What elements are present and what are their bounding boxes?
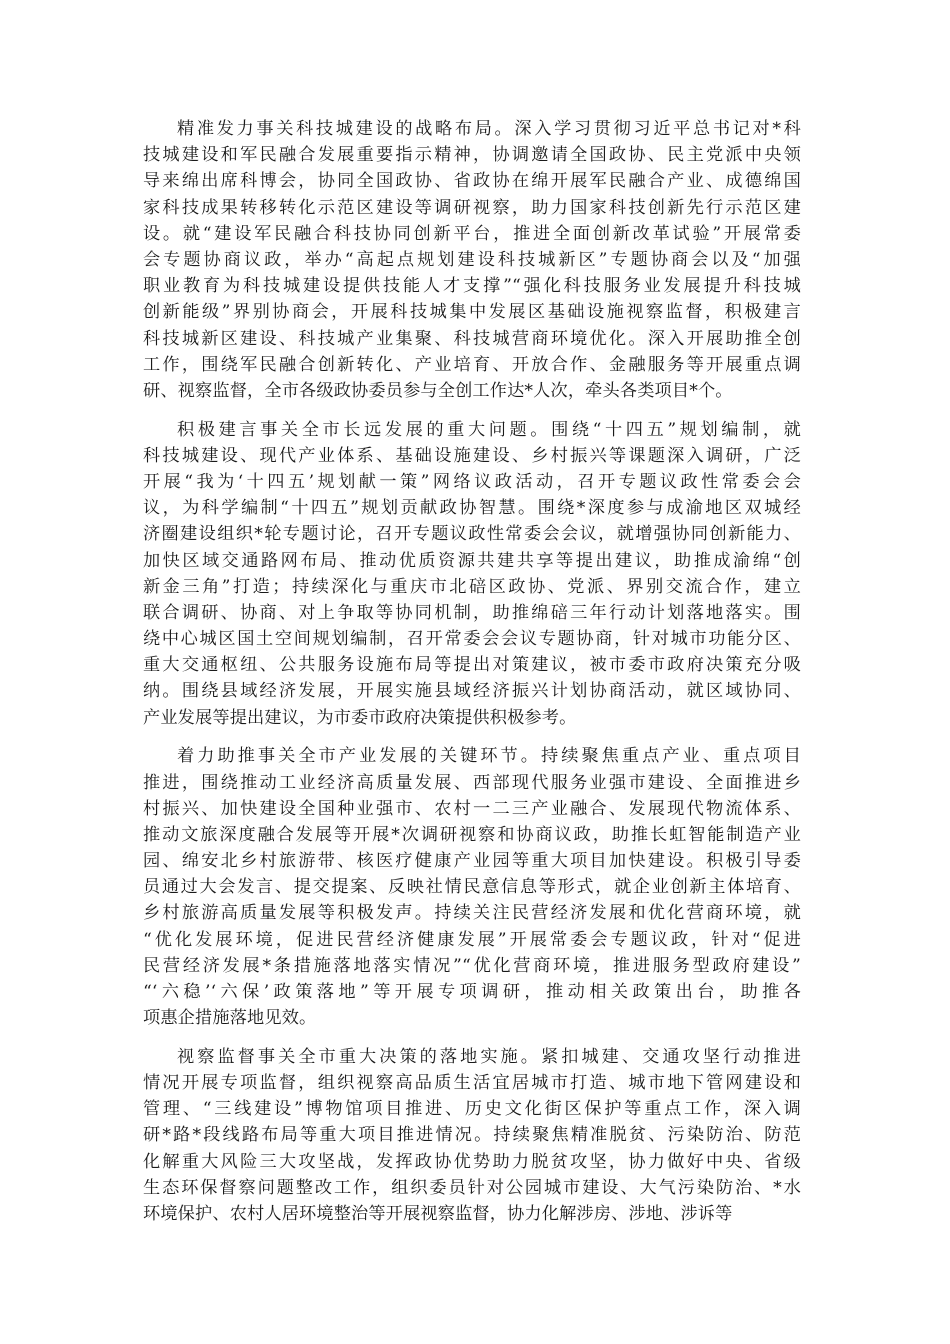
paragraph-line: 生态环保督察问题整改工作，组织委员针对公园城市建设、大气污染防治、*水 [143, 1177, 801, 1198]
paragraph-line: “优化发展环境，促进民营经济健康发展”开展常委会专题议政，针对“促进 [143, 929, 801, 950]
paragraph-line: 村振兴、加快建设全国种业强市、农村一二三产业融合、发展现代物流体系、 [143, 798, 801, 819]
paragraph-line: 纳。围绕县域经济发展，开展实施县域经济振兴计划协商活动，就区域协同、 [143, 681, 801, 702]
paragraph-line: 推动文旅深度融合发展等开展*次调研视察和协商议政，助推长虹智能制造产业 [143, 824, 801, 845]
paragraph-line: 积极建言事关全市长远发展的重大问题。围绕“十四五”规划编制，就 [177, 419, 801, 440]
paragraph-line: 科技城新区建设、科技城产业集聚、科技城营商环境优化。深入开展助推全创 [143, 328, 801, 349]
paragraph-line: 导来绵出席科博会，协同全国政协、省政协在绵开展军民融合产业、成德绵国 [143, 171, 801, 192]
paragraph-line: 技城建设和军民融合发展重要指示精神，协调邀请全国政协、民主党派中央领 [143, 145, 801, 166]
paragraph-line: 精准发力事关科技城建设的战略布局。深入学习贯彻习近平总书记对*科 [177, 119, 801, 139]
paragraph-line: 环境保护、农村人居环境整治等开展视察监督，协力化解涉房、涉地、涉诉等 [143, 1204, 733, 1224]
paragraph-line: 推进，围绕推动工业经济高质量发展、西部现代服务业强市建设、全面推进乡 [143, 772, 801, 793]
paragraph-line: 职业教育为科技城建设提供技能人才支撑”“强化科技服务业发展提升科技城 [143, 276, 801, 297]
paragraph-4 [143, 1044, 801, 1227]
paragraph-line: 园、绵安北乡村旅游带、核医疗健康产业园等重大项目加快建设。积极引导委 [143, 851, 801, 872]
paragraph-line: 产业发展等提出建议，为市委市政府决策提供积极参考。 [143, 707, 577, 728]
paragraph-line: 会专题协商议政，举办“高起点规划建设科技城新区”专题协商会以及“加强 [143, 249, 801, 270]
paragraph-2 [143, 417, 801, 731]
paragraph-3 [143, 743, 801, 1031]
paragraph-line: 新金三角”打造；持续深化与重庆市北碚区政协、党派、界别交流合作，建立 [143, 576, 801, 597]
paragraph-line: 研、视察监督，全市各级政协委员参与全创工作达*人次，牵头各类项目*个。 [143, 380, 733, 401]
paragraph-line: 着力助推事关全市产业发展的关键环节。持续聚焦重点产业、重点项目 [177, 746, 801, 767]
paragraph-1 [143, 116, 801, 404]
paragraph-line: 重大交通枢纽、公共服务设施布局等提出对策建议，被市委市政府决策充分吸 [143, 655, 801, 676]
paragraph-line: “‘六稳’‘六保’政策落地”等开展专项调研，推动相关政策出台，助推各 [143, 982, 801, 1002]
paragraph-line: 化解重大风险三大攻坚战，发挥政协优势助力脱贫攻坚，协力做好中央、省级 [143, 1151, 801, 1172]
paragraph-line: 民营经济发展*条措施落地落实情况”“优化营商环境，推进服务型政府建设” [143, 955, 801, 976]
paragraph-line: 视察监督事关全市重大决策的落地实施。紧扣城建、交通攻坚行动推进 [177, 1046, 801, 1067]
paragraph-line: 绕中心城区国土空间规划编制，召开常委会会议专题协商，针对城市功能分区、 [143, 629, 801, 650]
paragraph-line: 济圈建设组织*轮专题讨论，召开专题议政性常委会会议，就增强协同创新能力、 [143, 524, 801, 545]
document-body [143, 116, 801, 1240]
paragraph-line: 开展“我为‘十四五’规划献一策”网络议政活动，召开专题议政性常委会会 [143, 471, 801, 492]
paragraph-line: 管理、“三线建设”博物馆项目推进、历史文化街区保护等重点工作，深入调 [143, 1099, 801, 1120]
paragraph-line: 创新能级”界别协商会，开展科技城集中发展区基础设施视察监督，积极建言 [143, 302, 801, 323]
paragraph-line: 项惠企措施落地见效。 [143, 1008, 317, 1029]
paragraph-line: 情况开展专项监督，组织视察高品质生活宜居城市打造、城市地下管网建设和 [143, 1073, 801, 1094]
paragraph-line: 乡村旅游高质量发展等积极发声。持续关注民营经济发展和优化营商环境，就 [143, 903, 801, 924]
paragraph-line: 研*路*段线路布局等重大项目推进情况。持续聚焦精准脱贫、污染防治、防范 [143, 1125, 801, 1146]
paragraph-line: 家科技成果转移转化示范区建设等调研视察，助力国家科技创新先行示范区建 [143, 197, 801, 218]
paragraph-line: 联合调研、协商、对上争取等协同机制，助推绵碚三年行动计划落地落实。围 [143, 602, 801, 623]
paragraph-line: 工作，围绕军民融合创新转化、产业培育、开放合作、金融服务等开展重点调 [143, 354, 801, 375]
paragraph-line: 设。就“建设军民融合科技协同创新平台，推进全面创新改革试验”开展常委 [143, 223, 801, 244]
paragraph-line: 议，为科学编制“十四五”规划贡献政协智慧。围绕*深度参与成渝地区双城经 [143, 498, 801, 519]
paragraph-line: 加快区域交通路网布局、推动优质资源共建共享等提出建议，助推成渝绵“创 [143, 550, 801, 571]
paragraph-line: 员通过大会发言、提交提案、反映社情民意信息等形式，就企业创新主体培育、 [143, 877, 801, 898]
paragraph-line: 科技城建设、现代产业体系、基础设施建设、乡村振兴等课题深入调研，广泛 [143, 445, 801, 466]
